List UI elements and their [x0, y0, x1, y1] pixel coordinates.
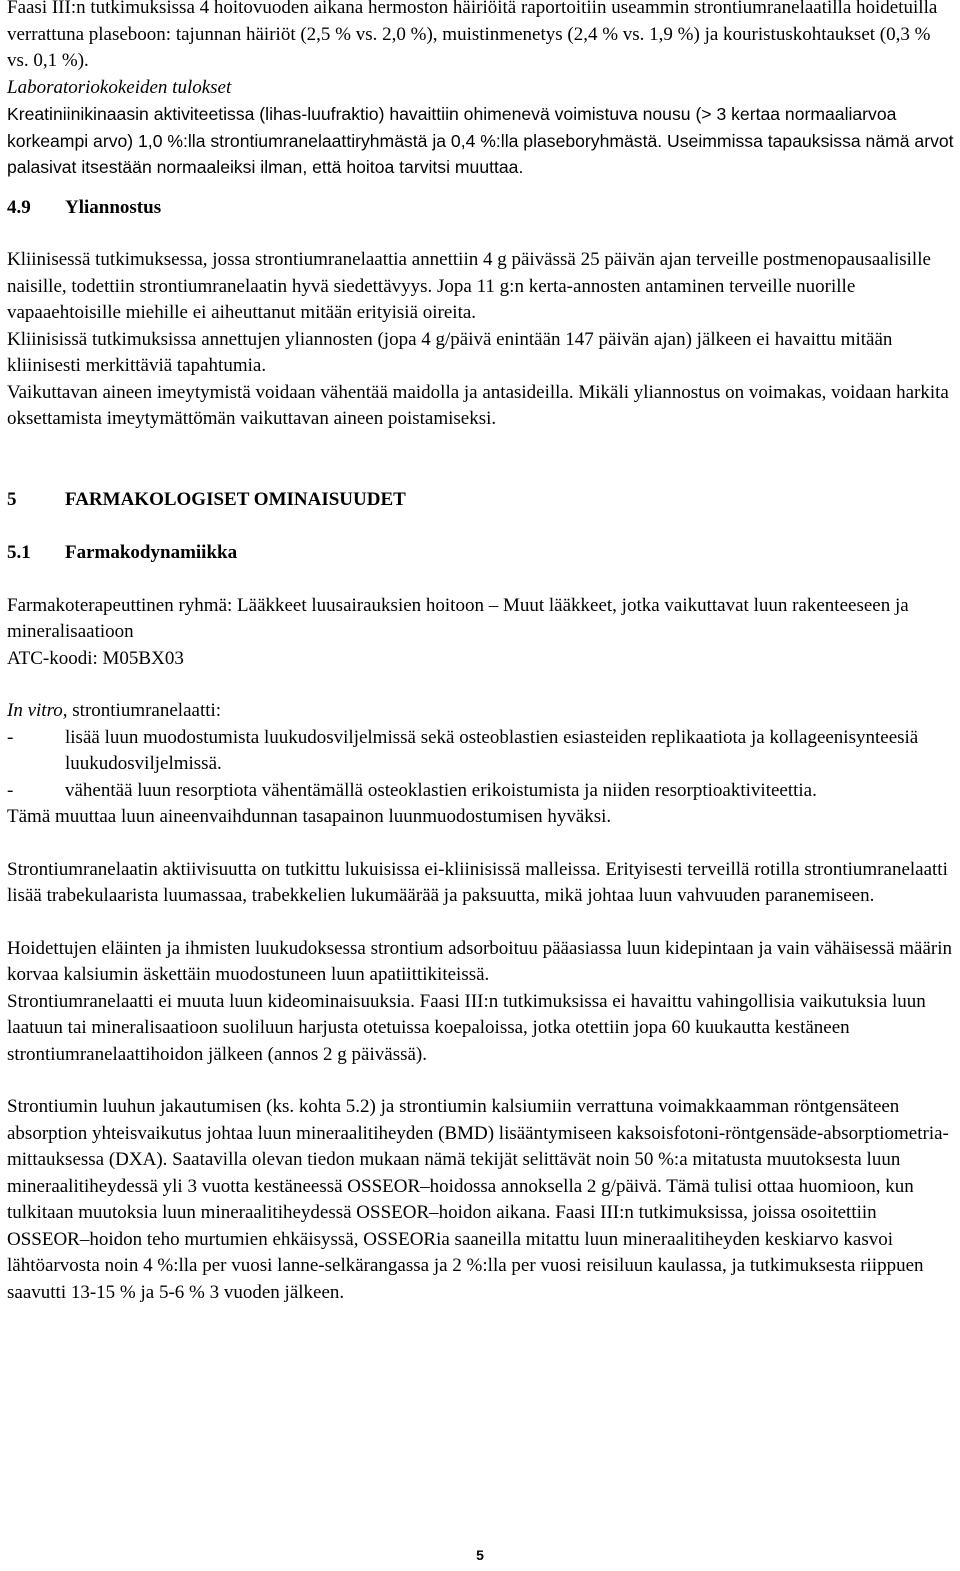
section-title: FARMAKOLOGISET OMINAISUUDET — [65, 488, 406, 510]
section-number: 5 — [7, 488, 17, 510]
list-item — [7, 778, 955, 805]
list-dash: - — [7, 726, 14, 748]
section-number: 5.1 — [7, 542, 31, 563]
section-title: Yliannostus — [65, 196, 162, 218]
section-title: Farmakodynamiikka — [65, 542, 238, 563]
in-vitro-list — [7, 725, 955, 805]
intro-paragraph: Faasi III:n tutkimuksissa 4 hoitovuoden aikana hermoston häiriöitä raportoitiin useammin strontiumranelaatilla hoidetuilla verrattuna plaseboon: tajunnan häiriöt (2,5 % vs. 2,0 %), muistinmenetys (2,4 % vs. 1,9 %) ja kouristuskohtaukset (0,3 % vs. 0,1 %). — [7, 0, 938, 71]
in-vitro-italic: In vitro — [7, 700, 63, 721]
lab-results-paragraph: Kreatiniinikinaasin aktiviteetissa (lihas-luufraktio) havaittiin ohimenevä voimistuva nousu (> 3 kertaa normaaliarvoa korkeampi arvo) 1,0 %:lla strontiumranelaattiryhmästä ja 0,4 %:lla plaseboryhmästä. Useimmissa tapauksissa nämä arvot palasivat itsestään normaaleiksi ilman, että hoitoa tarvitsi muuttaa. — [7, 104, 954, 177]
overdose-paragraph-3: Vaikuttavan aineen imeytymistä voidaan vähentää maidolla ja antasideilla. Mikäli yliannostus on voimakas, voidaan harkita oksettamista imeytymättömän vaikuttavan aineen poistamiseksi. — [7, 381, 949, 429]
section-4-9-heading — [7, 195, 955, 222]
section-number: 4.9 — [7, 196, 31, 218]
bone-quality-paragraph: Strontiumranelaatti ei muuta luun kideominaisuuksia. Faasi III:n tutkimuksissa ei havaittu vahingollisia vaikutuksia luun laatuun tai mineralisaatioon suoliluun harjusta otetuissa koepaloissa, jotka otettiin jopa 60 kuukautta kestäneen strontiumranelaattihoidon jälkeen (annos 2 g päivässä). — [7, 990, 926, 1065]
section-5-1-heading — [7, 540, 955, 567]
list-item-text: vähentää luun resorptiota vähentämällä osteoklastien erikoistumista ja niiden resorptioaktiviteettia. — [65, 779, 817, 801]
in-vitro-intro — [7, 698, 955, 725]
animal-studies-paragraph: Strontiumranelaatin aktiivisuutta on tutkittu lukuisissa ei-kliinisissä malleissa. Erityisesti terveillä rotilla strontiumranelaatti lisää trabekulaarista luumassaa, trabekkelien lukumäärää ja paksuutta, mikä johtaa luun vahvuuden paranemiseen. — [7, 858, 948, 906]
in-vitro-rest: , strontiumranelaatti: — [62, 700, 222, 721]
atc-code: ATC-koodi: M05BX03 — [7, 647, 184, 669]
bmd-paragraph: Strontiumin luuhun jakautumisen (ks. kohta 5.2) ja strontiumin kalsiumiin verrattuna voimakkaamman röntgensäteen absorption yhteisvaikutus johtaa luun mineraalitiheyden (BMD) lisääntymiseen kaksoisfotoni-röntgensäde-absorptiometria-mittauksessa (DXA). Saatavilla olevan tiedon mukaan nämä tekijät selittävät noin 50 %:a mitatusta muutoksesta luun mineraalitiheydessä yli 3 vuotta kestäneessä OSSEOR–hoidossa annoksella 2 g/päivä. Tämä tulisi ottaa huomioon, kun tulkitaan muutoksia luun mineraalitiheydessä OSSEOR–hoidon aikana. Faasi III:n tutkimuksissa, joissa osoitettiin OSSEOR–hoidon teho murtumien ehkäisyssä, OSSEORia saaneilla mitattu luun mineraalitiheyden keskiarvo kasvoi lähtöarvosta noin 4 %:lla per vuosi lanne-selkärangassa ja 2 %:lla per vuosi reisiluun kaulassa, ja tutkimuksesta riippuen saavutti 13-15 % ja 5-6 % 3 vuoden jälkeen. — [7, 1096, 949, 1303]
section-5-heading — [7, 487, 955, 514]
overdose-paragraph-1: Kliinisessä tutkimuksessa, jossa strontiumranelaattia annettiin 4 g päivässä 25 päivän ajan terveille postmenopausaalisille naisille, todettiin strontiumranelaatin hyvä siedettävyys. Jopa 11 g:n kerta-annosten antaminen terveille nuorille vapaaehtoisille miehille ei aiheuttanut mitään erityisiä oireita. — [7, 249, 931, 323]
list-item-text: lisää luun muodostumista luukudosviljelmissä sekä osteoblastien esiasteiden replikaatiota ja kollageenisynteesiä luukudosviljelmissä. — [65, 726, 919, 774]
pharmacotherapeutic-group: Farmakoterapeuttinen ryhmä: Lääkkeet luusairauksien hoitoon – Muut lääkkeet, jotka vaikuttavat luun rakenteeseen ja mineralisaatioon — [7, 594, 909, 642]
bone-adsorption-paragraph: Hoidettujen eläinten ja ihmisten luukudoksessa strontium adsorboituu pääasiassa luun kidepintaan ja vain vähäisessä määrin korvaa kalsiumin äskettäin muodostuneen luun apatiittikiteissä. — [7, 937, 953, 985]
document-page — [7, 0, 955, 1306]
overdose-paragraph-2: Kliinisissä tutkimuksissa annettujen yliannosten (jopa 4 g/päivä enintään 147 päivän ajan) jälkeen ei havaittu mitään kliinisesti merkittäviä tapahtumia. — [7, 328, 893, 376]
list-dash: - — [7, 779, 14, 801]
lab-results-heading: Laboratoriokokeiden tulokset — [7, 76, 232, 98]
after-list-sentence: Tämä muuttaa luun aineenvaihdunnan tasapainon luunmuodostumisen hyväksi. — [7, 806, 612, 827]
page-number: 5 — [476, 1547, 484, 1563]
list-item — [7, 725, 955, 778]
